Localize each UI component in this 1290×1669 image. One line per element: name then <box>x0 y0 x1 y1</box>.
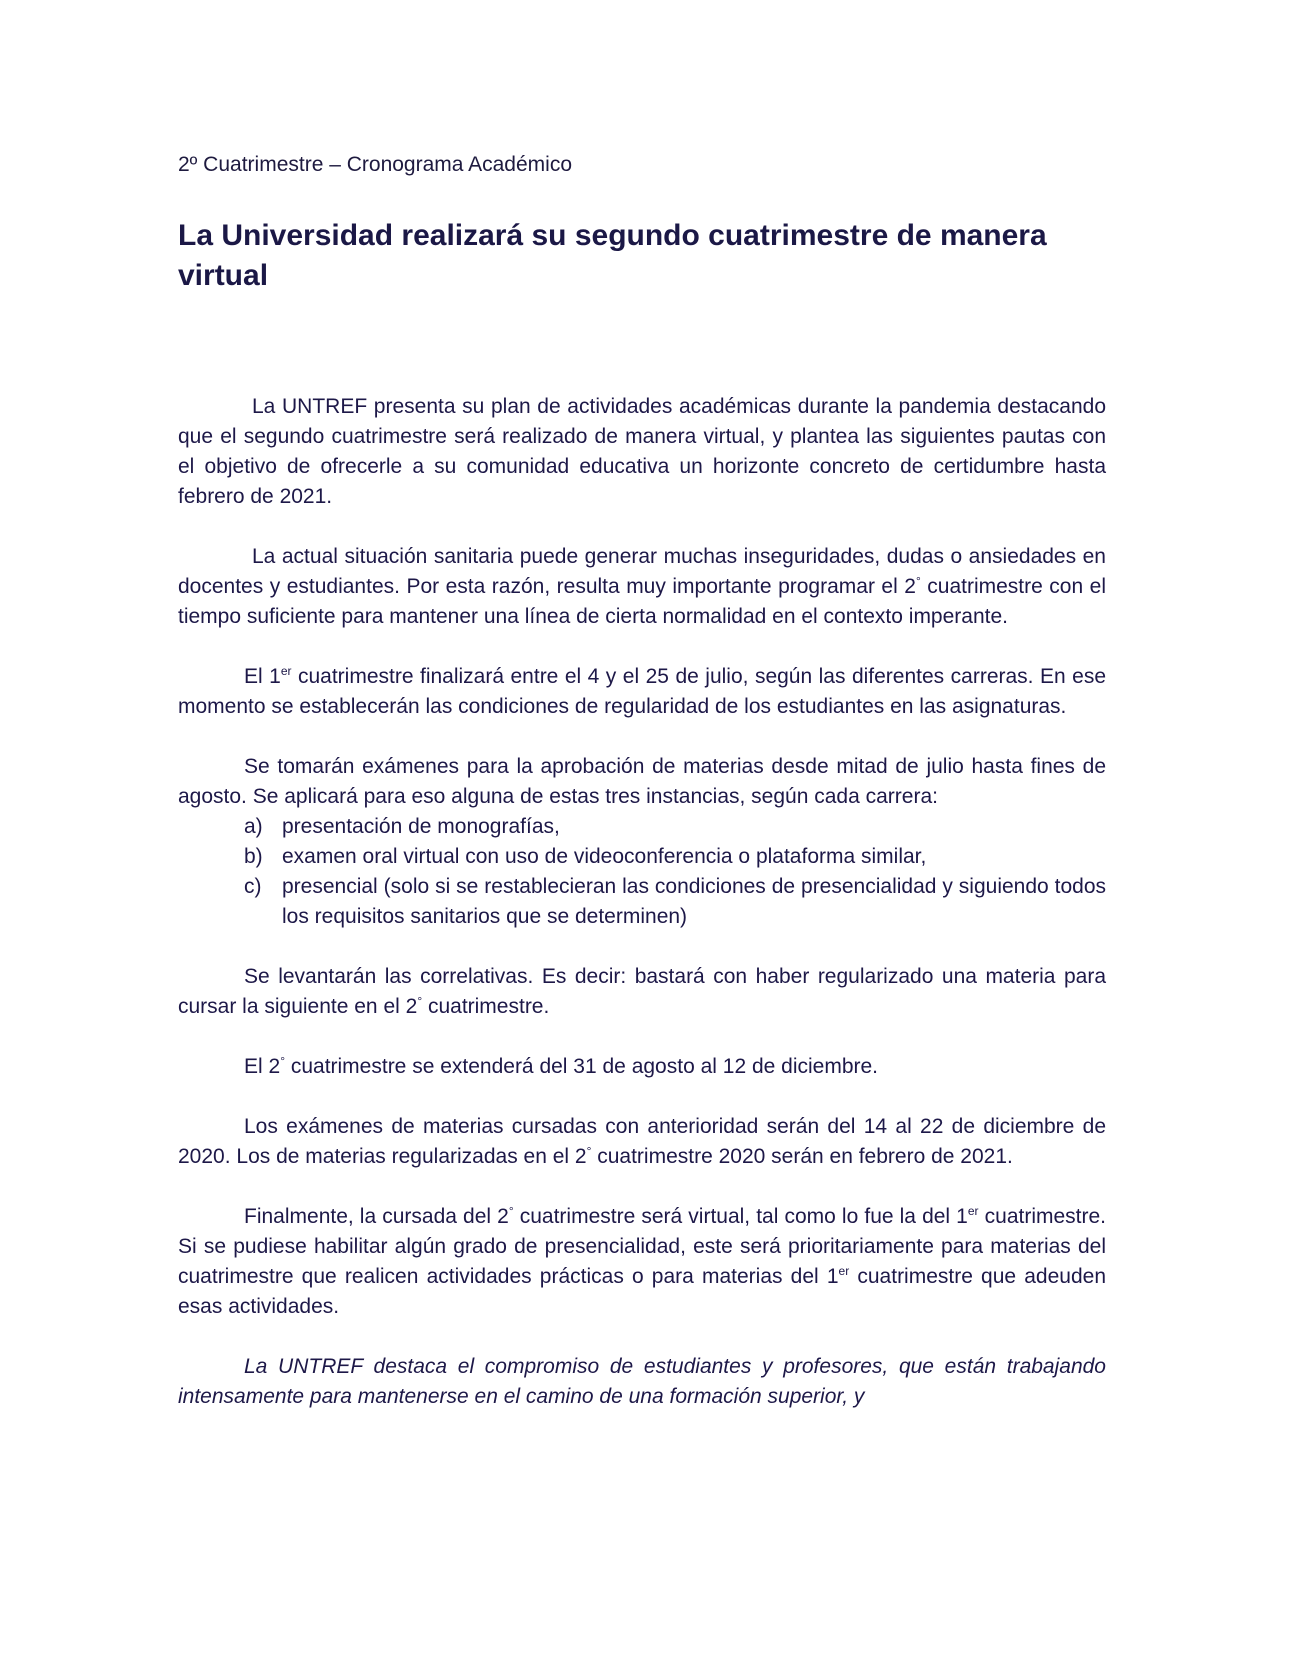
ordinal-superscript: er <box>967 1204 979 1218</box>
paragraph-text: cuatrimestre que adeuden esas actividades. <box>178 1265 1107 1318</box>
paragraph-second-term-dates <box>178 1052 1106 1082</box>
paragraph-text: cuatrimestre 2020 serán en febrero de 2021. <box>591 1145 1013 1168</box>
paragraph-text: El 1 <box>244 665 281 688</box>
paragraph-text: cuatrimestre. <box>422 995 550 1018</box>
ordinal-superscript: er <box>838 1264 850 1278</box>
paragraph-first-term <box>178 662 1106 722</box>
list-marker: a) <box>244 815 263 838</box>
paragraph-text: Se tomarán exámenes para la aprobación de materias desde mitad de julio hasta fines de agosto. Se aplicará para eso alguna de estas tres instancias, según cada carrera: <box>178 755 1106 808</box>
paragraph-text: cuatrimestre con el tiempo suficiente para mantener una línea de cierta normalidad en el contexto imperante. <box>178 575 1106 628</box>
ordinal-superscript: ° <box>586 1144 592 1158</box>
list-item-text: presencial (solo si se restablecieran las condiciones de presencialidad y siguiendo todos los requisitos sanitarios que se determinen) <box>282 875 1106 928</box>
paragraph-text: El 2 <box>244 1055 281 1078</box>
list-item <box>178 872 1106 932</box>
document-body <box>178 392 1106 1412</box>
ordinal-superscript: ° <box>915 574 921 588</box>
paragraph-text: cuatrimestre finalizará entre el 4 y el 25 de julio, según las diferentes carreras. En ese momento se establecerán las condiciones de regularidad de los estudiantes en las asignaturas. <box>178 665 1106 718</box>
paragraph-correlatives <box>178 962 1106 1022</box>
ordinal-superscript: ° <box>280 1054 285 1068</box>
document-page <box>178 150 1106 1442</box>
paragraph-exam-dates <box>178 1112 1106 1172</box>
paragraph-text: Se levantarán las correlativas. Es decir: bastará con haber regularizado una materia para cursar la siguiente en el 2 <box>178 965 1106 1018</box>
paragraph-text: Finalmente, la cursada del 2 <box>244 1205 509 1228</box>
paragraph-situation <box>178 542 1106 632</box>
paragraph-closing: La UNTREF destaca el compromiso de estudiantes y profesores, que están trabajando intensamente para mantenerse en el camino de una formación superior, y <box>178 1355 1106 1408</box>
paragraph-exams <box>178 752 1106 932</box>
list-marker: c) <box>244 875 262 898</box>
list-item <box>178 812 1106 842</box>
paragraph-virtual <box>178 1202 1106 1322</box>
ordinal-superscript: ° <box>508 1204 514 1218</box>
list-item <box>178 842 1106 872</box>
document-headline: La Universidad realizará su segundo cuatrimestre de manera virtual <box>178 219 1047 292</box>
list-item-text: examen oral virtual con uso de videoconferencia o plataforma similar, <box>282 845 927 868</box>
exam-instances-list <box>178 812 1106 932</box>
paragraph-intro: La UNTREF presenta su plan de actividades académicas durante la pandemia destacando que el segundo cuatrimestre será realizado de manera virtual, y plantea las siguientes pautas con el objetivo de ofrecerle a su comunidad educativa un horizonte concreto de certidumbre hasta febrero de 2021. <box>178 395 1106 508</box>
paragraph-text: Los exámenes de materias cursadas con anterioridad serán del 14 al 22 de diciembre de 2020. Los de materias regularizadas en el 2 <box>178 1115 1106 1168</box>
ordinal-superscript: ° <box>417 994 423 1008</box>
document-subtitle: 2º Cuatrimestre – Cronograma Académico <box>178 153 573 176</box>
ordinal-superscript: er <box>280 664 292 678</box>
paragraph-text: cuatrimestre. Si se pudiese habilitar algún grado de presencialidad, este será prioritariamente para materias del cuatrimestre que realicen actividades prácticas o para materias del 1 <box>178 1205 1106 1288</box>
paragraph-text: cuatrimestre será virtual, tal como lo fue la del 1 <box>513 1205 968 1228</box>
paragraph-text: La actual situación sanitaria puede generar muchas inseguridades, dudas o ansiedades en docentes y estudiantes. Por esta razón, resulta muy importante programar el 2 <box>178 545 1106 598</box>
paragraph-text: cuatrimestre se extenderá del 31 de agosto al 12 de diciembre. <box>285 1055 879 1078</box>
list-marker: b) <box>244 845 263 868</box>
list-item-text: presentación de monografías, <box>282 815 560 838</box>
